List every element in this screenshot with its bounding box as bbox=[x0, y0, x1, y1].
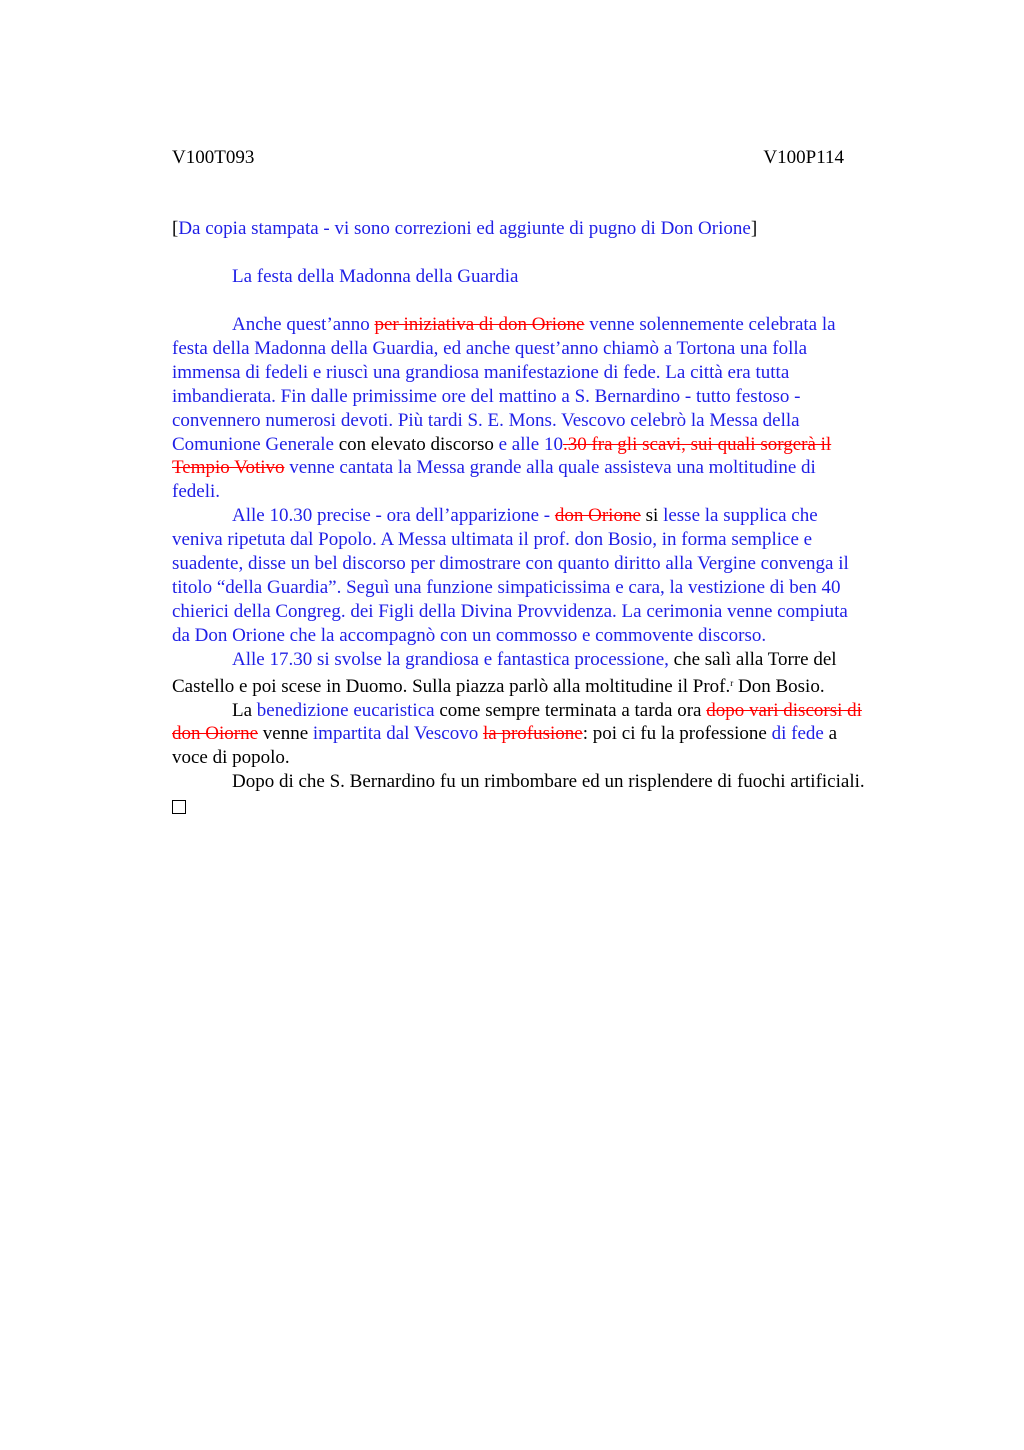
page-header bbox=[172, 147, 844, 171]
p2-line5: chierici della Congreg. dei Figli della Divina Provvidenza. La cerimonia venne compiuta bbox=[172, 600, 848, 622]
p1-line1-c: venne solennemente celebrata la bbox=[584, 314, 836, 335]
p1-line6-b: con elevato discorso bbox=[333, 433, 499, 455]
end-square-icon bbox=[172, 800, 186, 814]
p4-deleted-text-3: la profusione bbox=[482, 723, 583, 745]
p3-line1-b: che salì alla Torre del bbox=[668, 648, 837, 670]
document-body bbox=[172, 313, 922, 821]
paragraph-5: Dopo di che S. Bernardino fu un rimbombare ed un risplendere di fuochi artificiali. bbox=[232, 771, 865, 793]
paragraph-4 bbox=[172, 699, 922, 723]
p4-line2-f: : poi ci fu la professione bbox=[582, 723, 772, 745]
source-note-close-bracket: ] bbox=[750, 218, 758, 239]
p4-line2 bbox=[172, 722, 922, 746]
p1-deleted-text-2: .30 fra gli scavi, sui quali sorgerà il bbox=[562, 433, 832, 455]
p1-line2: festa della Madonna della Guardia, ed anche quest’anno chiamò a Tortona una folla bbox=[172, 337, 808, 359]
p1-deleted-text-3: Tempio Votivo bbox=[172, 457, 285, 479]
source-note bbox=[172, 218, 757, 240]
p2-line6: da Don Orione che la accompagnò con un commosso e commovente discorso. bbox=[172, 624, 767, 646]
p3-line1-a: Alle 17.30 si svolse la grandiosa e fantastica processione, bbox=[232, 648, 669, 670]
p4-line1-c: come sempre terminata a tarda ora bbox=[434, 699, 707, 721]
end-marker-line bbox=[172, 794, 922, 821]
header-code-left: V100T093 bbox=[172, 147, 255, 168]
header-code-right: V100P114 bbox=[763, 147, 844, 168]
p2-line1-d: lesse la supplica che bbox=[663, 505, 818, 527]
paragraph-1 bbox=[172, 313, 922, 337]
paragraph-3 bbox=[172, 648, 922, 672]
p1-line5: convennero numerosi devoti. Più tardi S. E. Mons. Vescovo celebrò la Messa della bbox=[172, 409, 800, 431]
document-title: La festa della Madonna della Guardia bbox=[232, 266, 519, 287]
p3-line2-a: Castello e poi scese in Duomo. Sulla piazza parlò alla moltitudine il Prof. bbox=[172, 675, 731, 697]
p4-line2-h: a bbox=[823, 723, 838, 745]
p4-line2-b: venne bbox=[258, 723, 313, 745]
p1-line7 bbox=[172, 456, 922, 480]
p4-line2-c: impartita dal Vescovo bbox=[312, 723, 479, 745]
p4-line3: voce di popolo. bbox=[172, 747, 290, 769]
p4-deleted-text-2: don Oiorne bbox=[172, 723, 259, 745]
p4-line2-g: di fede bbox=[771, 723, 824, 745]
p3-line2-b: Don Bosio. bbox=[733, 675, 825, 697]
p2-line3: suadente, disse un bel discorso per dimostrare con quanto diritto alla Vergine convenga il bbox=[172, 553, 849, 575]
p1-line3: immensa di fedeli e riuscì una grandiosa manifestazione di fede. La città era tutta bbox=[172, 361, 790, 383]
p2-deleted-text: don Orione bbox=[554, 505, 641, 527]
source-note-text: Da copia stampata - vi sono correzioni ed aggiunte di pugno di Don Orione bbox=[178, 218, 751, 239]
p3-line2 bbox=[172, 672, 922, 699]
source-note-open-bracket: [ bbox=[172, 218, 179, 239]
p1-deleted-text: per iniziativa di don Orione bbox=[374, 314, 585, 335]
p1-line6-a: Comunione Generale bbox=[172, 433, 334, 455]
p1-line7-b: venne cantata la Messa grande alla quale assisteva una moltitudine di bbox=[284, 457, 816, 479]
p4-line1-a: La bbox=[232, 699, 253, 721]
p2-line4: titolo “della Guardia”. Seguì una funzione simpaticissima e cara, la vestizione di ben 40 bbox=[172, 576, 841, 598]
p4-deleted-text: dopo vari discorsi di bbox=[706, 699, 862, 721]
p1-line6 bbox=[172, 433, 922, 457]
p2-line2: veniva ripetuta dal Popolo. A Messa ultimata il prof. don Bosio, in forma semplice e bbox=[172, 529, 813, 551]
p1-line8: fedeli. bbox=[172, 481, 221, 503]
p3-superscript: r bbox=[730, 677, 734, 688]
p1-line1-a: Anche quest’anno bbox=[232, 314, 375, 335]
p4-line1-b: benedizione eucaristica bbox=[252, 699, 435, 721]
p2-line1-c: si bbox=[640, 505, 664, 527]
p2-line1-a: Alle 10.30 precise - ora dell’apparizione - bbox=[232, 505, 555, 527]
p1-line6-c: e alle 10 bbox=[498, 433, 563, 455]
p1-line4: imbandierata. Fin dalle primissime ore del mattino a S. Bernardino - tutto festoso - bbox=[172, 385, 801, 407]
paragraph-2 bbox=[172, 504, 922, 528]
